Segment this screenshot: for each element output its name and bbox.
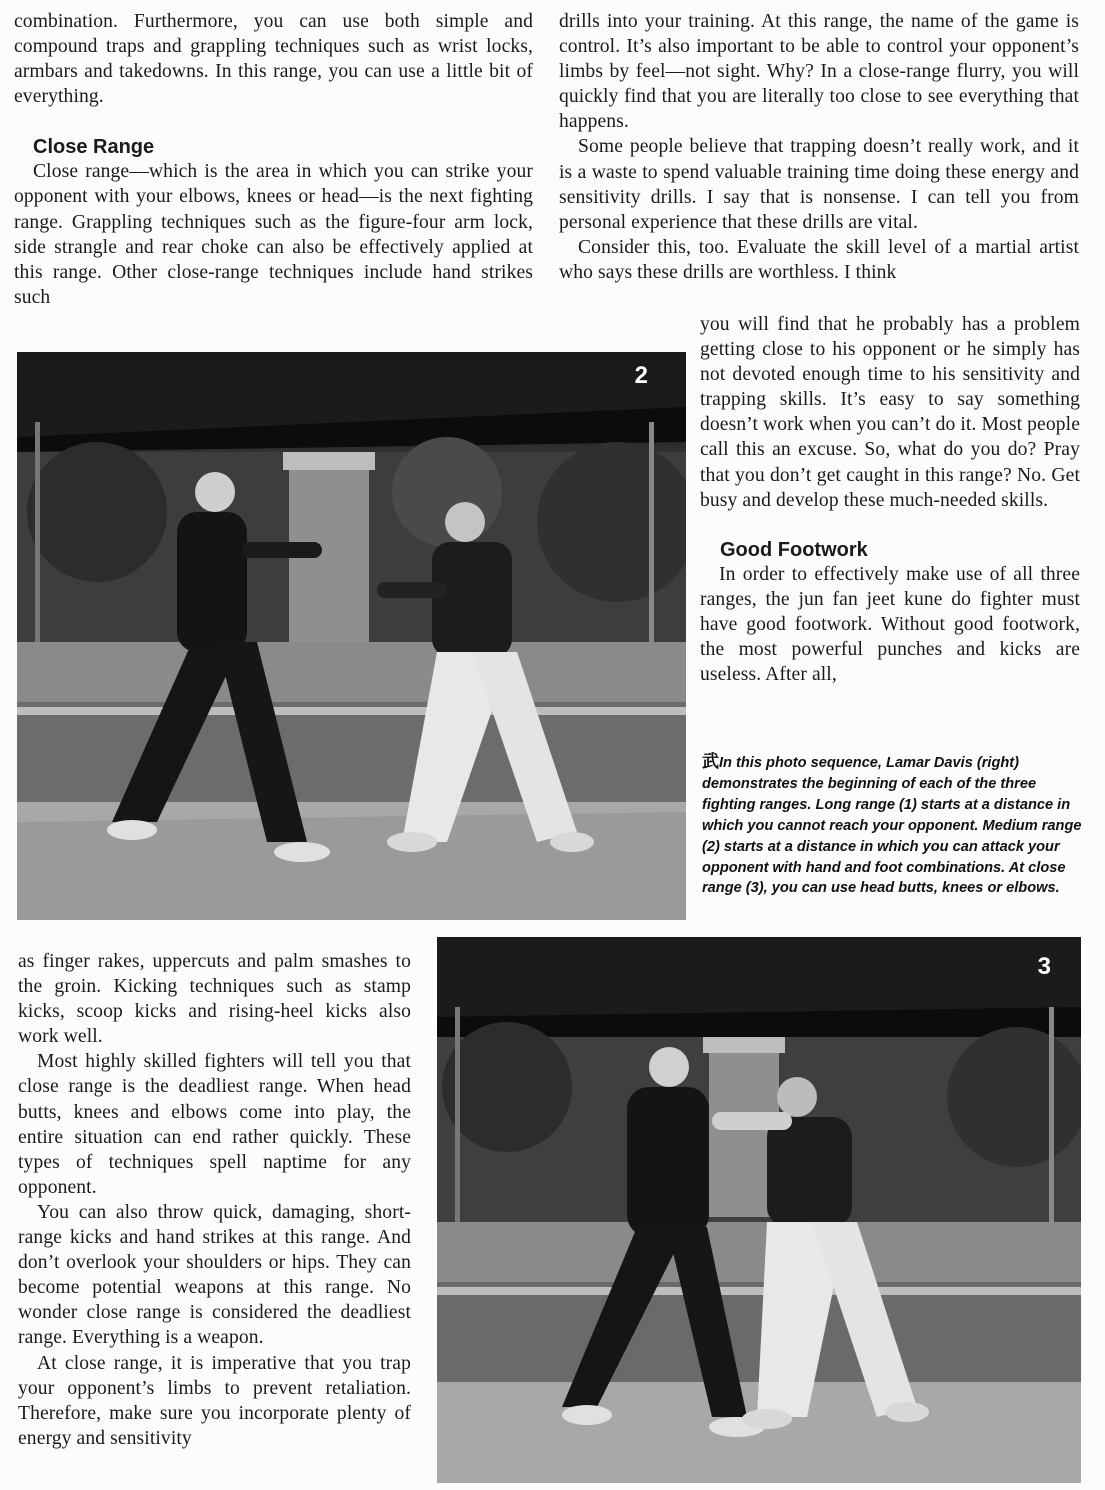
left-column-top — [14, 9, 533, 310]
trapping-paragraph: Some people believe that trapping doesn’t really work, and it is a waste to spend valuable training time doing these energy and sensitivity drills. I say that is nonsense. I can tell you from personal experience that these drills are vital. — [559, 136, 1079, 233]
good-footwork-heading: Good Footwork — [720, 538, 868, 561]
photo-medium-range-image — [17, 352, 686, 920]
right-column-wrap — [700, 312, 1080, 687]
short-range-kicks-paragraph: You can also throw quick, damaging, short-range kicks and hand strikes at this range. And don’t overlook your shoulders or hips. They can become potential weapons at this range. No wonder close range is considered the deadliest range. Everything is a weapon. — [18, 1201, 411, 1349]
control-paragraph: drills into your training. At this range, the name of the game is control. It’s also important to be able to control your opponent’s limbs by feel—not sight. Why? In a close-range flurry, you will quickly find that you are literally too close to see everything that happens. — [559, 11, 1079, 133]
photo-close-range-image — [437, 937, 1081, 1483]
right-column-top — [559, 9, 1079, 285]
photo-number-3: 3 — [1037, 953, 1051, 980]
skill-level-paragraph-end: you will find that he probably has a problem getting close to his opponent or he simply has not devoted enough time to his sensitivity and trapping skills. It’s easy to say something doesn’t work when you can’t do it. Most people call this an excuse. So, what do you do? Pray that you don’t get caught in this range? No. Get busy and develop these much-needed skills. — [700, 314, 1080, 511]
photo-close-range — [437, 937, 1081, 1483]
deadliest-range-paragraph: Most highly skilled fighters will tell you that close range is the deadliest range. When head butts, knees and elbows come into play, the entire situation can end rather quickly. These types of techniques spell naptime for any opponent. — [18, 1051, 411, 1198]
close-range-heading: Close Range — [33, 136, 155, 159]
finger-rakes-paragraph: as finger rakes, uppercuts and palm smashes to the groin. Kicking techniques such as stamp kicks, scoop kicks and rising-heel kicks also work well. — [18, 951, 411, 1048]
close-range-paragraph: Close range—which is the area in which you can strike your opponent with your elbows, knees or head—is the next fighting range. Grappling techniques such as the figure-four arm lock, side strangle and rear choke can also be effectively applied at this range. Other close-range techniques include hand strikes such — [14, 161, 533, 308]
martial-arts-symbol: 武 — [702, 752, 719, 772]
skill-level-paragraph-start: Consider this, too. Evaluate the skill level of a martial artist who says these drills are worthless. I think — [559, 236, 1079, 283]
left-column-bottom — [18, 949, 411, 1451]
footwork-paragraph: In order to effectively make use of all three ranges, the jun fan jeet kune do fighter must have good footwork. Without good footwork, the most powerful punches and kicks are useless. After all, — [700, 563, 1080, 686]
intro-paragraph: combination. Furthermore, you can use both simple and compound traps and grappling techniques such as wrist locks, armbars and takedowns. In this range, you can use a little bit of everything. — [14, 11, 533, 108]
photo-caption — [702, 752, 1082, 899]
photo-medium-range — [17, 352, 686, 920]
caption-text: In this photo sequence, Lamar Davis (right) demonstrates the beginning of each of the three fighting ranges. Long range (1) starts at a distance in which you cannot reach your opponent. Medium range (2) starts at a distance in which you can attack your opponent with hand and foot combinations. At close range (3), you can use head butts, knees or elbows. — [702, 755, 1082, 897]
photo-number-2: 2 — [634, 362, 648, 389]
trap-limbs-paragraph: At close range, it is imperative that you trap your opponent’s limbs to prevent retaliation. Therefore, make sure you incorporate plenty of energy and sensitivity — [18, 1352, 411, 1449]
